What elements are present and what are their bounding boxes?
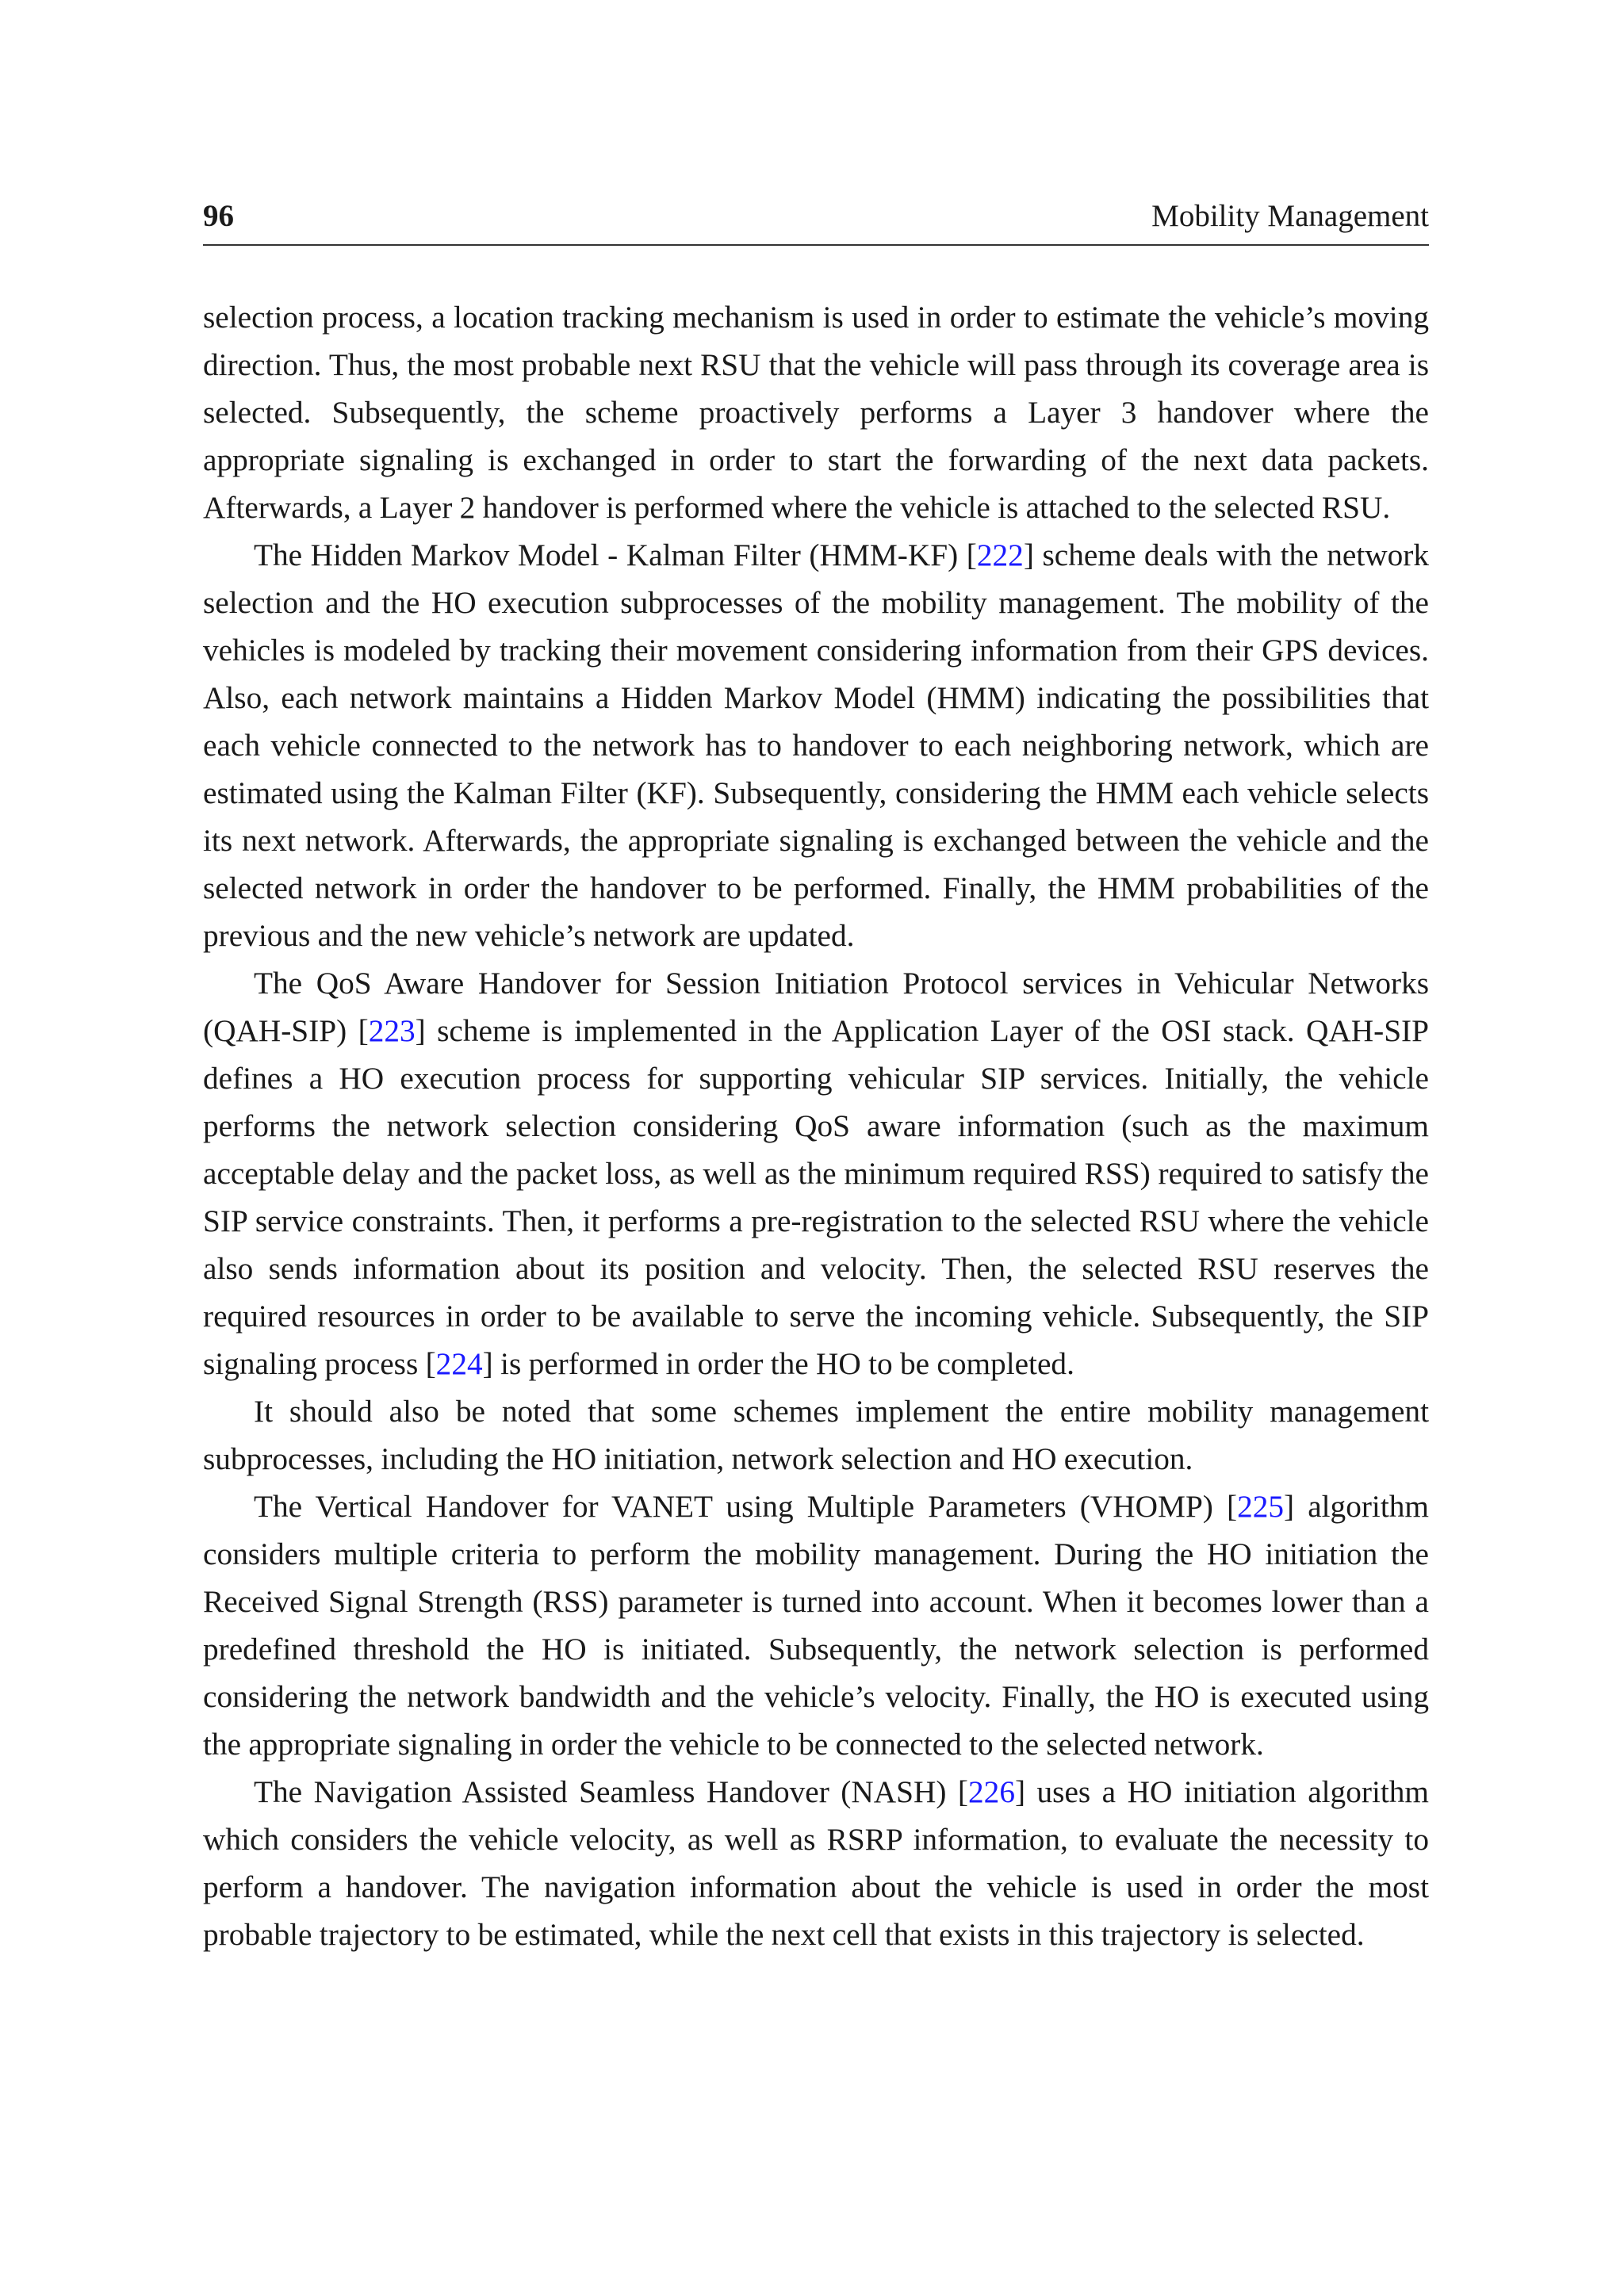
page-header xyxy=(203,197,1429,246)
running-title: Mobility Management xyxy=(1151,199,1429,233)
paragraph-text: ] scheme deals with the network selection and the HO execution subprocesses of the mobility management. The mobility of the vehicles is modeled by tracking their movement considering information from their GPS devices. Also, each network maintains a Hidden Markov Model (HMM) indicating the possibilities that each vehicle connected to the network has to handover to each neighboring network, which are estimated using the Kalman Filter (KF). Subsequently, considering the HMM each vehicle selects its next network. Afterwards, the appropriate signaling is exchanged between the vehicle and the selected network in order the handover to be performed. Finally, the HMM probabilities of the previous and the new vehicle’s network are updated. xyxy=(203,538,1429,953)
body-text xyxy=(203,293,1429,1958)
paragraph-vhomp xyxy=(203,1483,1429,1768)
paragraph-text: ] algorithm considers multiple criteria to perform the mobility management. During the HO initiation the Received Signal Strength (RSS) parameter is turned into account. When it becomes lower than a predefined threshold the HO is initiated. Subsequently, the network selection is performed considering the network bandwidth and the vehicle’s velocity. Finally, the HO is executed using the appropriate signaling in order the vehicle to be connected to the selected network. xyxy=(203,1489,1429,1762)
citation-link-222[interactable]: 222 xyxy=(976,538,1024,572)
citation-link-223[interactable]: 223 xyxy=(368,1013,416,1048)
paragraph-text: ] scheme is implemented in the Application Layer of the OSI stack. QAH-SIP defines a HO execution process for supporting vehicular SIP services. Initially, the vehicle performs the network selection considering QoS aware information (such as the maximum acceptable delay and the packet loss, as well as the minimum required RSS) required to satisfy the SIP service constraints. Then, it performs a pre-registration to the selected RSU where the vehicle also sends information about its position and velocity. Then, the selected RSU reserves the required resources in order to be available to serve the incoming vehicle. Subsequently, the SIP signaling process [ xyxy=(203,1013,1429,1381)
paragraph-note xyxy=(203,1387,1429,1483)
paragraph-1 xyxy=(203,293,1429,531)
paragraph-qah-sip xyxy=(203,959,1429,1387)
paragraph-text: ] is performed in order the HO to be completed. xyxy=(482,1346,1074,1381)
paragraph-text: The Vertical Handover for VANET using Multiple Parameters (VHOMP) [ xyxy=(254,1489,1238,1524)
citation-link-225[interactable]: 225 xyxy=(1237,1489,1285,1524)
paragraph-hmm-kf xyxy=(203,531,1429,959)
citation-link-224[interactable]: 224 xyxy=(435,1346,483,1381)
citation-link-226[interactable]: 226 xyxy=(968,1774,1015,1809)
paragraph-text: ] uses a HO initiation algorithm which considers the vehicle velocity, as well as RSRP information, to evaluate the necessity to perform a handover. The navigation information about the vehicle is used in order the most probable trajectory to be estimated, while the next cell that exists in this trajectory is selected. xyxy=(203,1774,1429,1952)
paragraph-text: selection process, a location tracking mechanism is used in order to estimate the vehicle’s moving direction. Thus, the most probable next RSU that the vehicle will pass through its coverage area is selected. Subsequently, the scheme proactively performs a Layer 3 handover where the appropriate signaling is exchanged in order to start the forwarding of the next data packets. Afterwards, a Layer 2 handover is performed where the vehicle is attached to the selected RSU. xyxy=(203,300,1429,525)
paragraph-text: The QoS Aware Handover for Session Initiation Protocol services in Vehicular Networks (QAH-SIP) [ xyxy=(203,966,1429,1048)
page-number: 96 xyxy=(203,199,234,233)
paragraph-text: It should also be noted that some schemes implement the entire mobility management subprocesses, including the HO initiation, network selection and HO execution. xyxy=(203,1394,1429,1476)
paragraph-text: The Hidden Markov Model - Kalman Filter (HMM-KF) [ xyxy=(254,538,977,572)
paragraph-nash xyxy=(203,1768,1429,1958)
paragraph-text: The Navigation Assisted Seamless Handover (NASH) [ xyxy=(254,1774,969,1809)
